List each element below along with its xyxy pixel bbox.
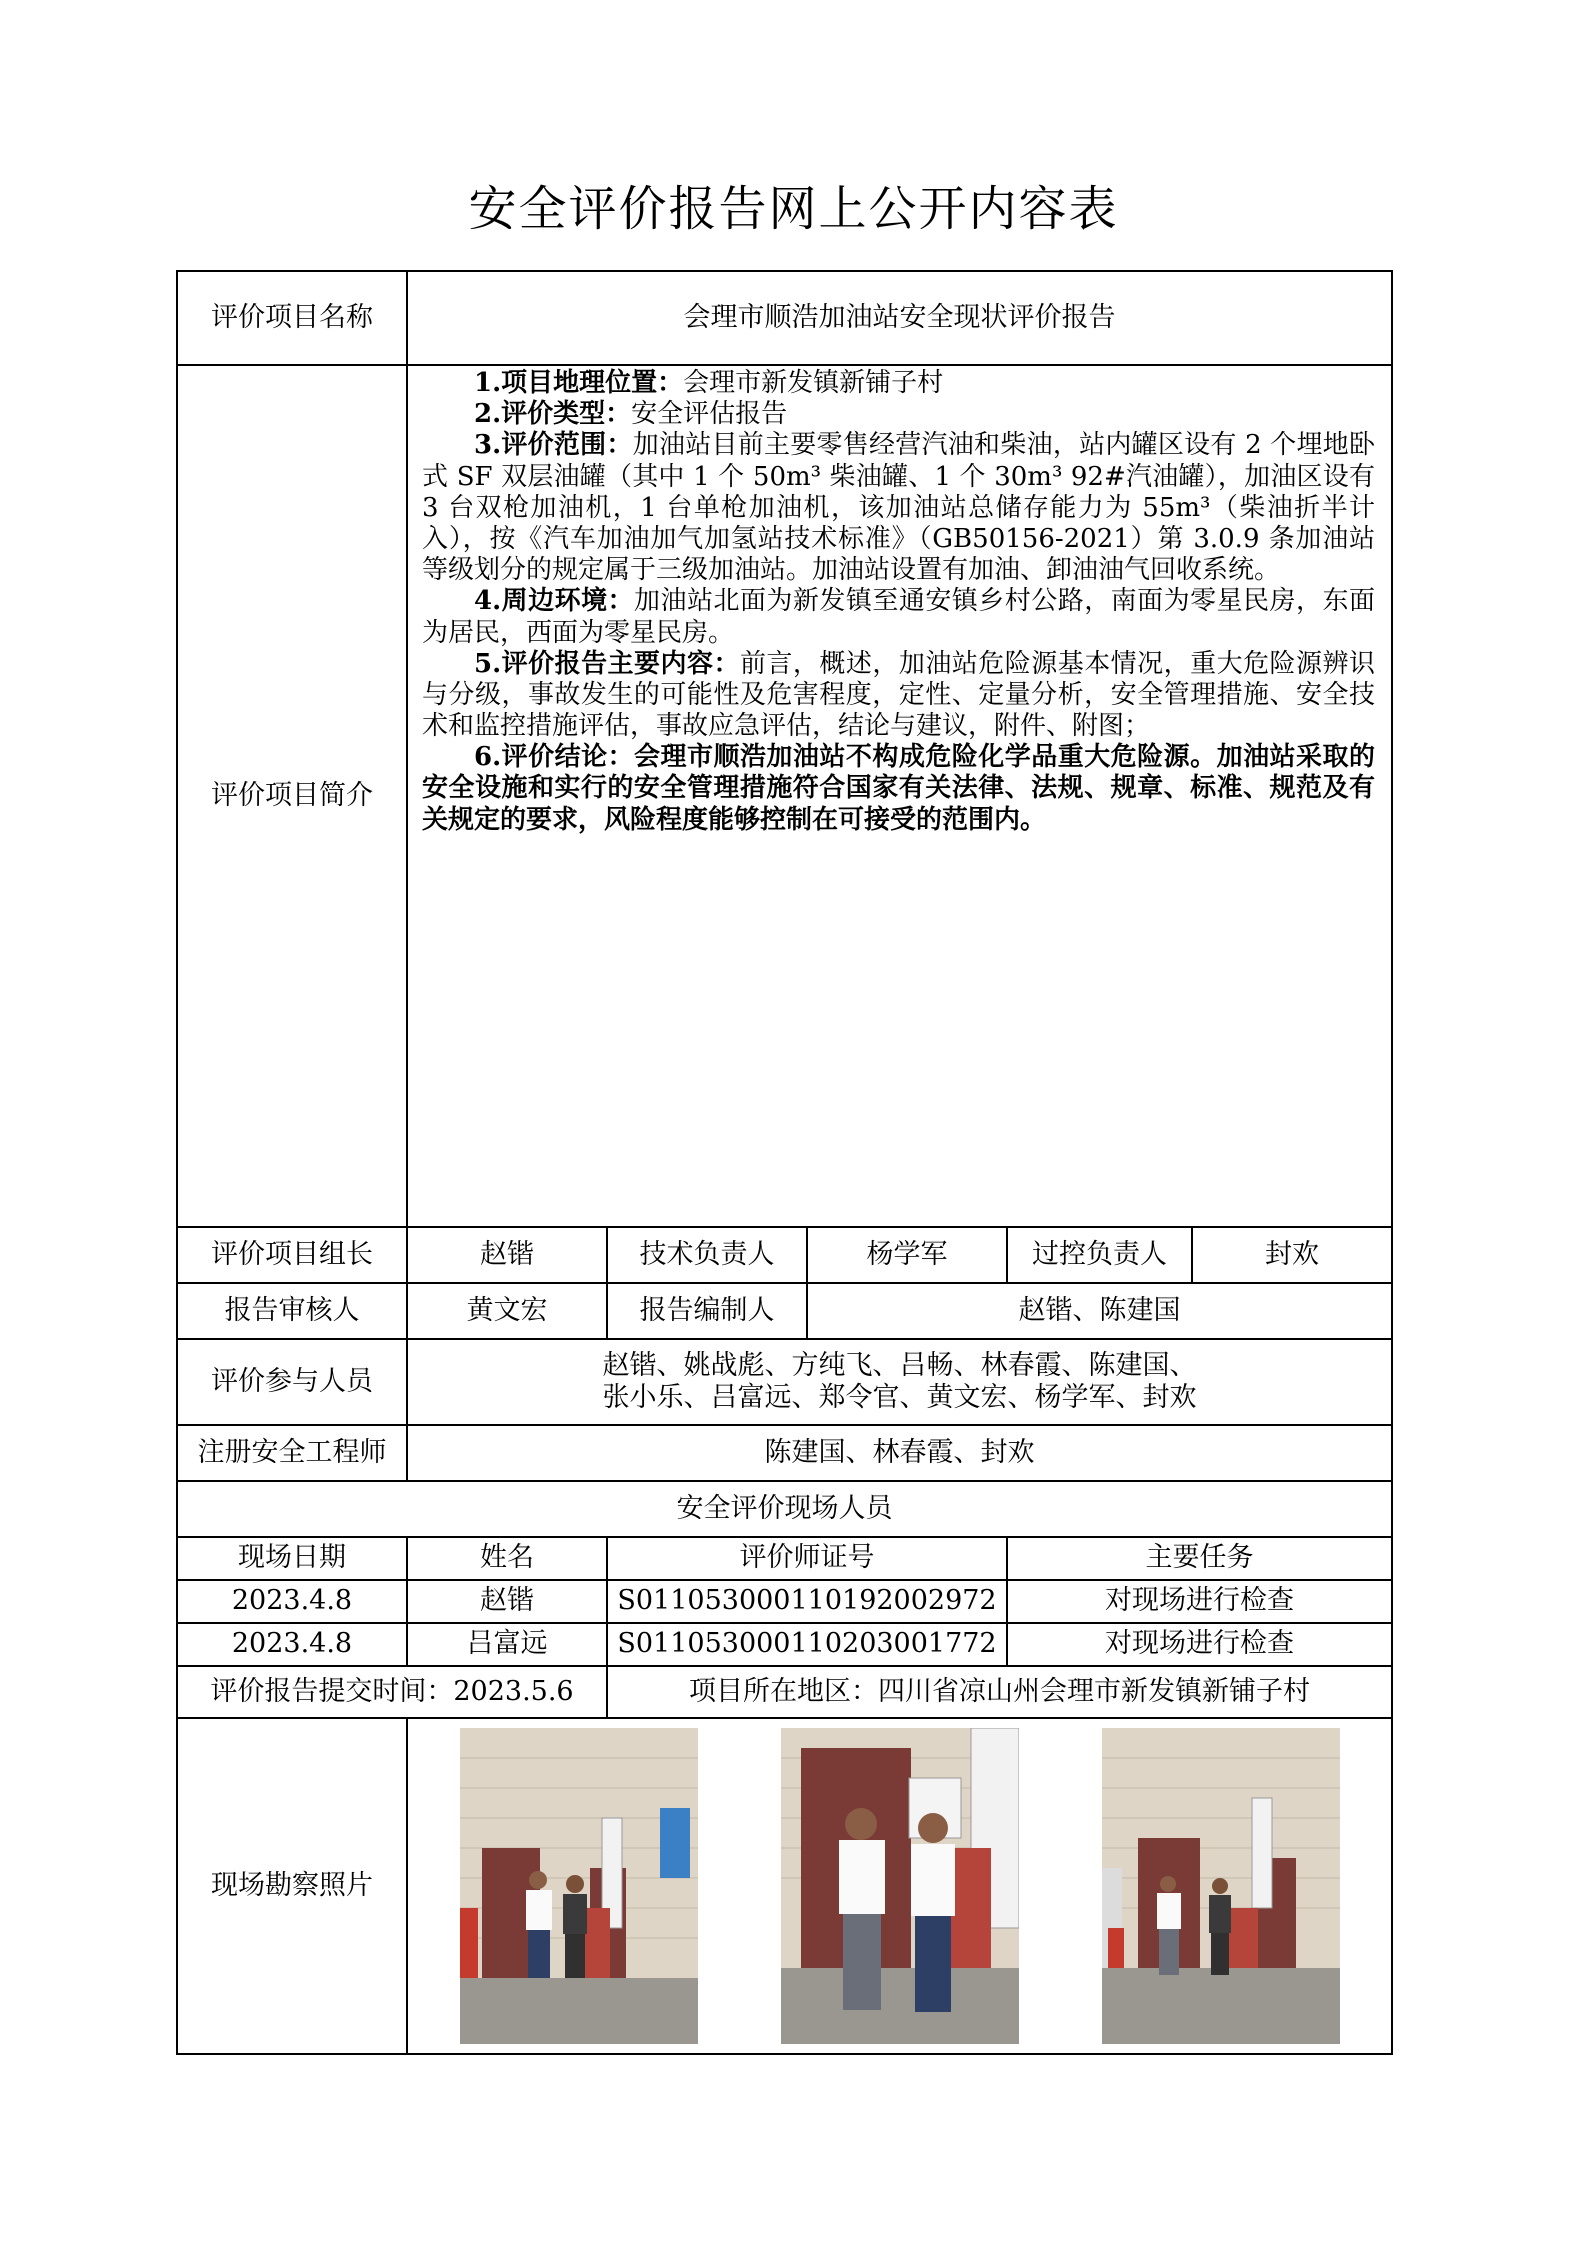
intro-label: 评价项目简介 <box>177 365 407 1227</box>
intro-conclusion: 6.评价结论：会理市顺浩加油站不构成危险化学品重大危险源。加油站采取的安全设施和实行的安全管理措施符合国家有关法律、法规、规章、标准、规范及有关规定的要求，风险程度能够控制在可接受的范围内。 <box>422 742 1376 835</box>
reviewer: 黄文宏 <box>407 1283 607 1339</box>
participants <box>407 1339 1392 1425</box>
site-header-cert: 评价师证号 <box>607 1537 1007 1580</box>
site-header-task: 主要任务 <box>1007 1537 1392 1580</box>
project-location: 项目所在地区：四川省凉山州会理市新发镇新铺子村 <box>607 1666 1392 1718</box>
site-task: 对现场进行检查 <box>1007 1623 1392 1666</box>
process-label: 过控负责人 <box>1007 1227 1192 1283</box>
participants-label: 评价参与人员 <box>177 1339 407 1425</box>
project-name-label: 评价项目名称 <box>177 271 407 365</box>
author: 赵锴、陈建国 <box>807 1283 1392 1339</box>
site-name: 赵锴 <box>407 1580 607 1623</box>
site-header-name: 姓名 <box>407 1537 607 1580</box>
leader: 赵锴 <box>407 1227 607 1283</box>
site-staff-title: 安全评价现场人员 <box>177 1481 1392 1537</box>
photos-cell <box>407 1718 1392 2054</box>
submit-date: 2023.5.6 <box>453 1675 574 1707</box>
site-photo-1 <box>460 1728 698 2044</box>
engineers: 陈建国、林春霞、封欢 <box>407 1425 1392 1481</box>
intro-content <box>407 365 1392 1227</box>
site-date: 2023.4.8 <box>177 1623 407 1666</box>
intro-scope: 3.评价范围：加油站目前主要零售经营汽油和柴油，站内罐区设有 2 个埋地卧式 SF 双层油罐（其中 1 个 50m³ 柴油罐、1 个 30m³ 92#汽油罐），加油区设有 3 台双枪加油机，1 台单枪加油机，该加油站总储存能力为 55m³（柴油折半计入），按《汽车加油加气加氢站技术标准》（GB50156-2021）第 3.0.9 条加油站等级划分的规定属于三级加油站。加油站设置有加油、卸油油气回收系统。 <box>422 430 1376 586</box>
leader-label: 评价项目组长 <box>177 1227 407 1283</box>
site-cert: S011053000110203001772 <box>607 1623 1007 1666</box>
site-name: 吕富远 <box>407 1623 607 1666</box>
site-header-date: 现场日期 <box>177 1537 407 1580</box>
intro-surroundings: 4.周边环境：加油站北面为新发镇至通安镇乡村公路，南面为零星民房，东面为居民，西面为零星民房。 <box>422 586 1375 648</box>
intro-type: 2.评价类型：安全评估报告 <box>474 399 788 430</box>
participants-line2: 张小乐、吕富远、郑令官、黄文宏、杨学军、封欢 <box>602 1382 1197 1413</box>
tech: 杨学军 <box>807 1227 1007 1283</box>
tech-label: 技术负责人 <box>607 1227 807 1283</box>
intro-main-content: 5.评价报告主要内容：前言，概述，加油站危险源基本情况，重大危险源辨识与分级，事故发生的可能性及危害程度，定性、定量分析，安全管理措施、安全技术和监控措施评估，事故应急评估，结论与建议，附件、附图； <box>422 648 1376 742</box>
participants-line1: 赵锴、姚战彪、方纯飞、吕畅、林春霞、陈建国、 <box>602 1349 1197 1381</box>
reviewer-label: 报告审核人 <box>177 1283 407 1339</box>
project-name: 会理市顺浩加油站安全现状评价报告 <box>407 271 1392 365</box>
site-task: 对现场进行检查 <box>1007 1580 1392 1623</box>
submit-time: 评价报告提交时间：2023.5.6 <box>177 1666 607 1718</box>
report-table <box>176 270 1393 2055</box>
site-cert: S011053000110192002972 <box>607 1580 1007 1623</box>
process: 封欢 <box>1192 1227 1392 1283</box>
site-photo-2 <box>781 1728 1019 2044</box>
author-label: 报告编制人 <box>607 1283 807 1339</box>
page-title: 安全评价报告网上公开内容表 <box>468 181 1119 237</box>
site-photo-3 <box>1102 1728 1340 2044</box>
location-value: 四川省凉山州会理市新发镇新铺子村 <box>878 1675 1310 1707</box>
site-date: 2023.4.8 <box>177 1580 407 1623</box>
table-row <box>177 1580 1392 1623</box>
table-row <box>177 1623 1392 1666</box>
intro-location: 1.项目地理位置：会理市新发镇新铺子村 <box>474 368 944 398</box>
photos-label: 现场勘察照片 <box>177 1718 407 2054</box>
engineers-label: 注册安全工程师 <box>177 1425 407 1481</box>
